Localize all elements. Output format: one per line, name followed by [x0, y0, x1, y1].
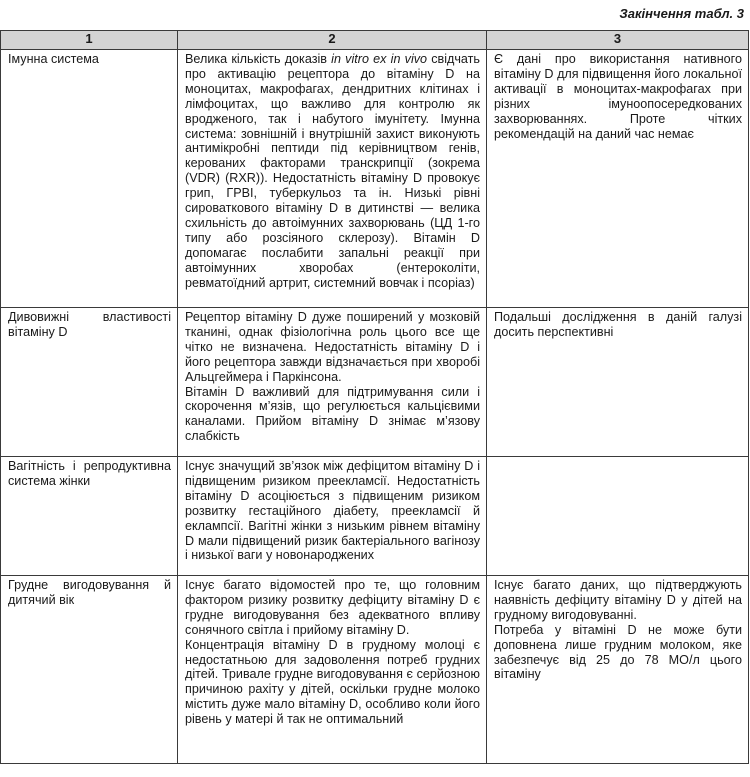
table-caption: Закінчення табл. 3: [619, 6, 744, 21]
column-header-3: 3: [487, 31, 749, 50]
topic-cell: Імунна система: [1, 50, 178, 308]
recommendation-cell: Є дані про використання нативного вітаміну D для підвищення його локальної активації в моноцитах-макрофагах при різних імуноопосередкованих захворюваннях. Проте чітких рекомендацій на даний час немає: [487, 50, 749, 308]
column-header-1: 1: [1, 31, 178, 50]
description-paragraph: Концентрація вітаміну D в грудному молоці є недостатньою для задоволення потреб грудних дітей. Тривале грудне вигодовування є серйозною причиною рахіту у дітей, оскільки грудне молоко містить дуже мало вітаміну D, особливо коли його рівень у матері й так не оптимальний: [185, 637, 480, 727]
description-cell: Велика кількість доказів in vitro ex in vivo свідчать про активацію рецептора до вітаміну D на моноцитах, макрофагах, дендритних клітинах і лімфоцитах, що важливо для контролю як вродженого, так і набутого імунітету. Імунна система: зовнішній і внутрішній захист виконують антимікробні пептиди під керівництвом генів, керованих факторами транскрипції (зокрема (VDR) (RXR)). Недостатність вітаміну D провокує грип, ГРВІ, туберкульоз та ін. Низькі рівні сироваткового вітаміну D в дитинстві — велика схильність до автоімунних захворювань (ЦД 1-го типу або розсіяного склерозу). Вітамін D допомагає послабити запальні реакції при автоімунних хворобах (ентероколіти, ревматоїдний артрит, системний вовчак і псоріаз): [178, 50, 487, 308]
description-paragraph: Рецептор вітаміну D дуже поширений у мозковій тканині, однак фізіологічна роль цього все ще чітко не визначена. Недостатність вітаміну D і його рецептора завжди відзначається при хворобі Альцгеймера і Паркінсона.: [185, 310, 480, 384]
recommendation-cell: Подальші дослідження в даній галузі досить перспективні: [487, 308, 749, 457]
recommendation-paragraph: Потреба у вітаміні D не може бути доповнена лише грудним молоком, яке забезпечує від 25 до 78 МО/л цього вітаміну: [494, 622, 742, 682]
table-row: [1, 50, 749, 308]
topic-cell: Вагітність і репродуктивна система жінки: [1, 457, 178, 576]
topic-cell: Дивовижні властивості вітаміну D: [1, 308, 178, 457]
description-cell: Існує значущий зв’язок між дефіцитом вітаміну D і підвищеним ризиком преекламсії. Недостатність вітаміну D асоціюється з підвищеним ризиком розвитку гестаційного діабету, преекламсії й еклампсії. Вагітні жінки з низьким рівнем вітаміну D мали підвищений ризик бактеріального вагінозу і низької ваги у новонароджених: [178, 457, 487, 576]
recommendation-paragraph: Існує багато даних, що підтверджують наявність дефіциту вітаміну D у дітей на грудному вигодовуванні.: [494, 578, 742, 622]
recommendation-cell: [487, 576, 749, 764]
description-paragraph: Вітамін D важливий для підтримування сили і скорочення м’язів, що регулюється кальцієвими каналами. Прийом вітаміну D знімає м’язову слабкість: [185, 384, 480, 444]
table-row: [1, 457, 749, 576]
description-paragraph: Існує багато відомостей про те, що головним фактором ризику розвитку дефіциту вітаміну D є грудне вигодовування без адекватного впливу сонячного світла і прийому вітаміну D.: [185, 578, 480, 637]
vitamin-d-table: [0, 30, 749, 764]
table-row: [1, 308, 749, 457]
recommendation-cell: [487, 457, 749, 576]
topic-cell: Грудне вигодовування й дитячий вік: [1, 576, 178, 764]
header-row: [1, 31, 749, 50]
description-cell: [178, 576, 487, 764]
description-cell: [178, 308, 487, 457]
column-header-2: 2: [178, 31, 487, 50]
table-row: [1, 576, 749, 764]
